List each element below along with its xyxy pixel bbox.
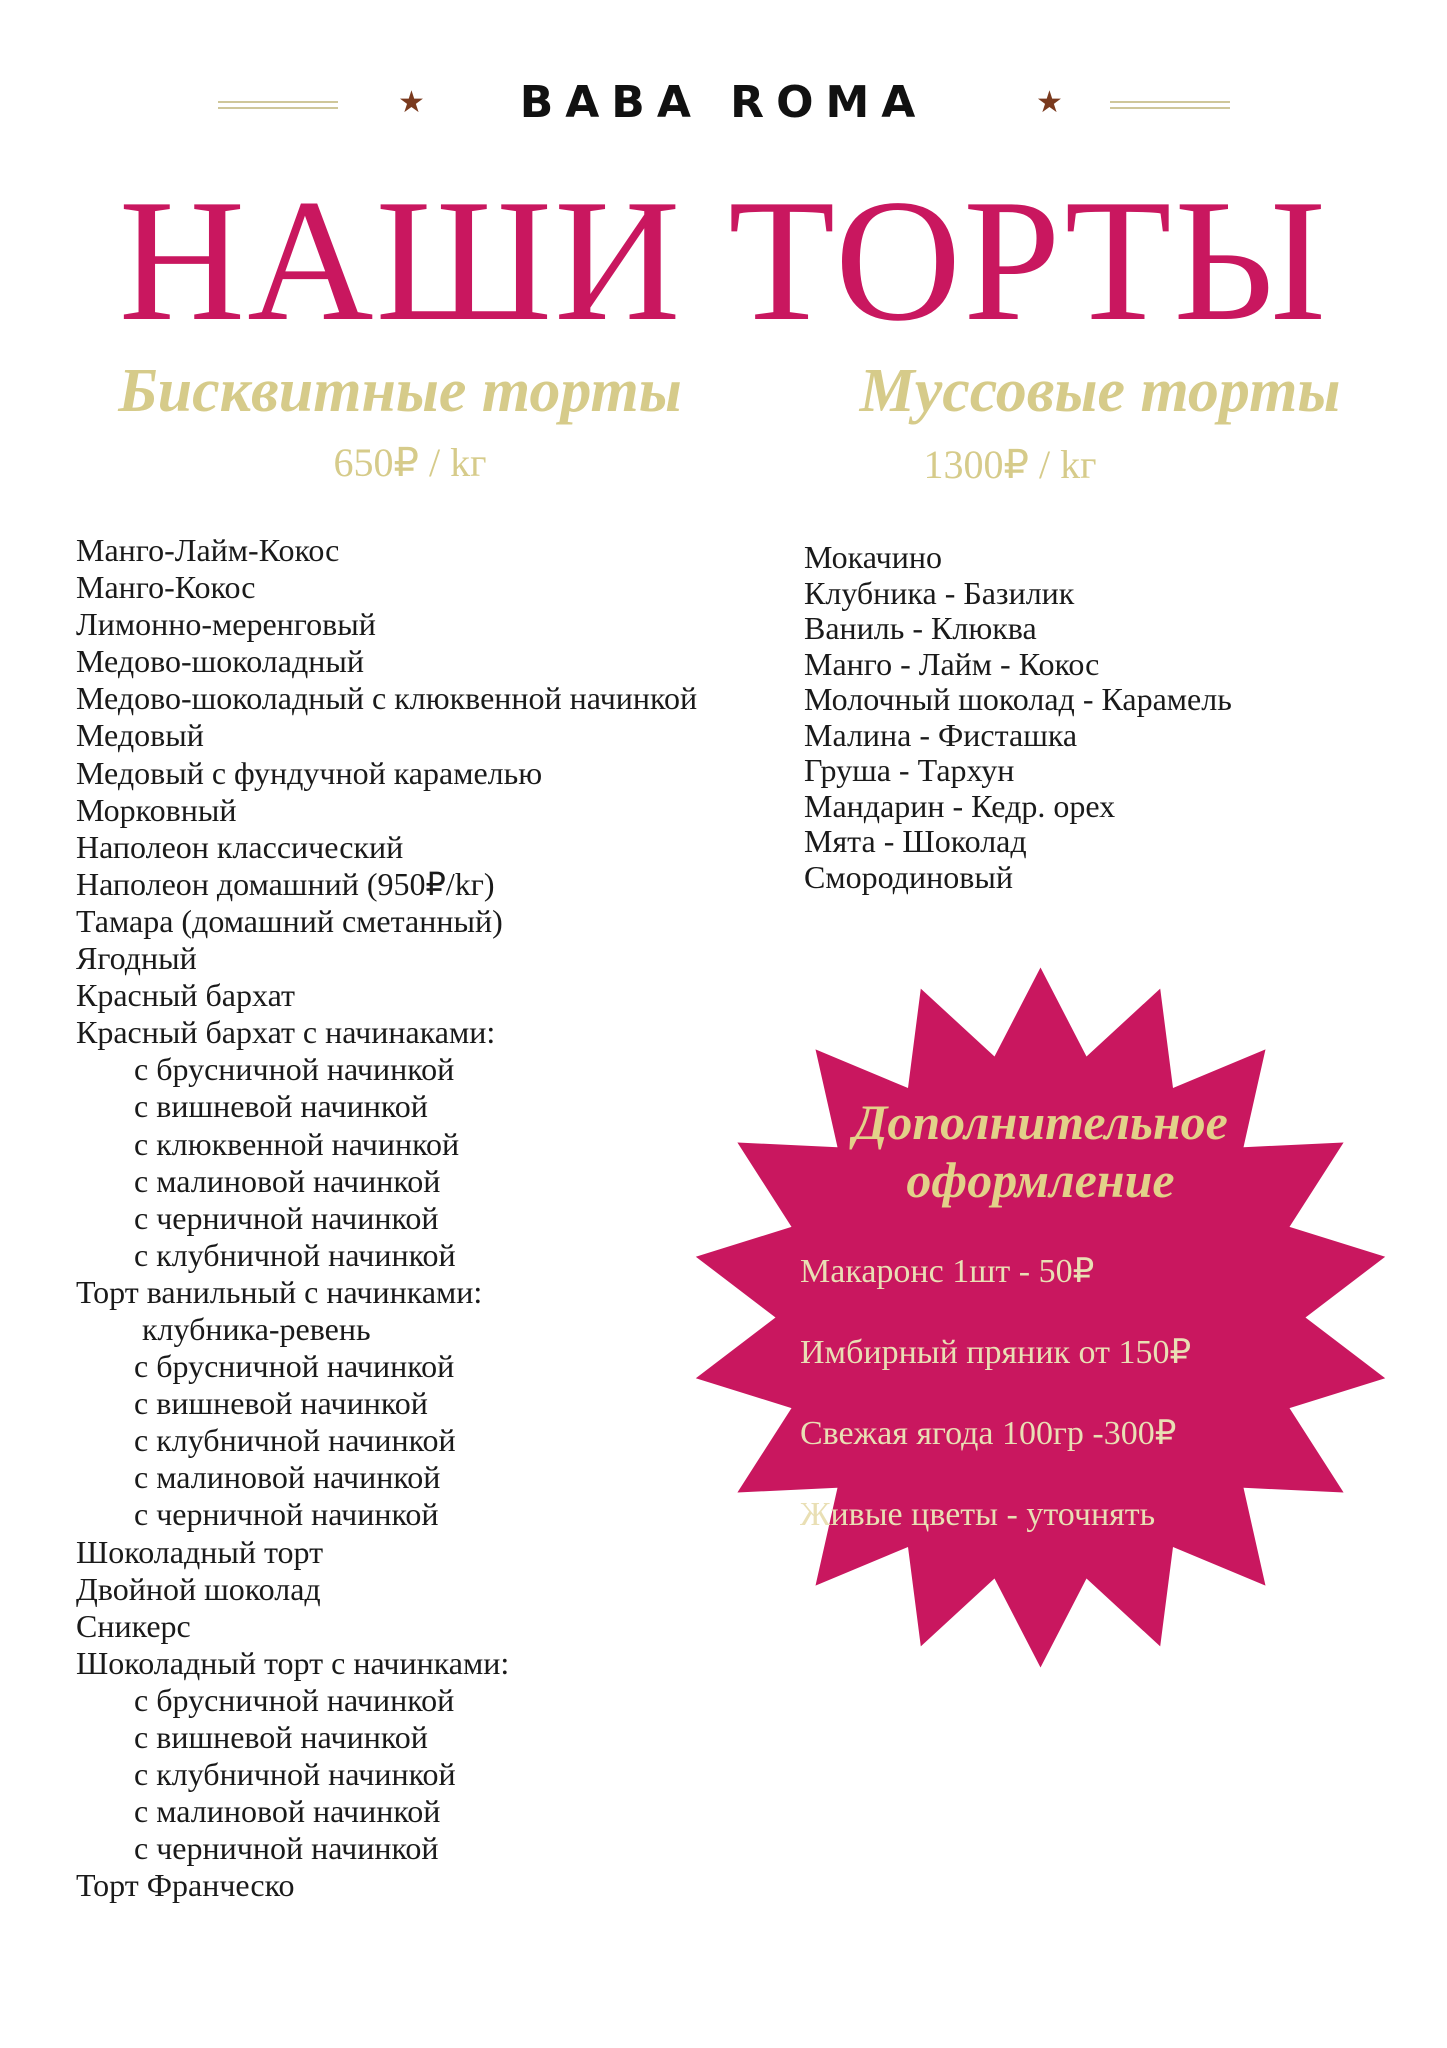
decorative-rule-right bbox=[1110, 100, 1230, 112]
list-item: Торт Франческо bbox=[76, 1867, 295, 1904]
list-item: Макаронс 1шт - 50₽ bbox=[800, 1253, 1095, 1290]
list-item: Мята - Шоколад bbox=[804, 823, 1027, 859]
list-item: Молочный шоколад - Карамель bbox=[804, 681, 1232, 717]
mousse-price: 1300₽ / kг bbox=[923, 442, 1097, 487]
list-item: Торт ванильный с начинками: bbox=[76, 1273, 483, 1310]
list-item: Манго-Лайм-Кокос bbox=[76, 532, 340, 568]
list-item: Малина - Фисташка bbox=[804, 716, 1078, 753]
brand-header bbox=[0, 78, 1447, 138]
sponge-heading: Бисквитные торты bbox=[118, 357, 682, 425]
extras-heading bbox=[688, 1093, 1393, 1209]
list-item: Лимонно-меренговый bbox=[76, 606, 376, 643]
sponge-price: 650₽ / kг bbox=[333, 440, 487, 485]
list-item: Медово-шоколадный с клюквенной начинкой bbox=[76, 680, 698, 717]
mousse-heading: Муссовые торты bbox=[859, 357, 1341, 425]
list-item: Медово-шоколадный bbox=[76, 643, 364, 680]
list-subitem: с брусничной начинкой bbox=[134, 1681, 455, 1718]
list-subitem: с брусничной начинкой bbox=[134, 1051, 455, 1088]
star-icon: ★ bbox=[1036, 85, 1063, 120]
list-item: Клубника - Базилик bbox=[804, 574, 1075, 611]
list-item: Мандарин - Кедр. орех bbox=[804, 787, 1116, 824]
list-subitem: с черничной начинкой bbox=[134, 1496, 439, 1533]
extras-list bbox=[800, 1250, 1191, 1574]
list-subitem: с брусничной начинкой bbox=[134, 1348, 455, 1385]
list-item: Живые цветы - уточнять bbox=[800, 1496, 1156, 1533]
list-item: Медовый с фундучной карамелью bbox=[76, 754, 543, 791]
list-item: Ягодный bbox=[76, 940, 197, 977]
list-item: Наполеон классический bbox=[76, 828, 404, 865]
list-item: Красный бархат с начинаками: bbox=[76, 1014, 496, 1051]
list-item: Шоколадный торт bbox=[76, 1533, 324, 1570]
list-subitem: с черничной начинкой bbox=[134, 1830, 439, 1867]
list-item: Наполеон домашний (950₽/kг) bbox=[76, 865, 495, 902]
list-subitem: с малиновой начинкой bbox=[134, 1162, 441, 1199]
list-item: Сникерс bbox=[76, 1607, 191, 1644]
list-item: Свежая ягода 100гр -300₽ bbox=[800, 1415, 1177, 1452]
list-subitem: с клюквенной начинкой bbox=[134, 1125, 460, 1162]
list-item: Смородиновый bbox=[804, 858, 1013, 895]
brand-name: BABA ROMA bbox=[519, 77, 928, 128]
list-subitem: с малиновой начинкой bbox=[134, 1793, 441, 1830]
list-item: Ваниль - Клюква bbox=[804, 610, 1037, 646]
list-item: Имбирный пряник от 150₽ bbox=[800, 1334, 1192, 1371]
list-subitem: с вишневой начинкой bbox=[134, 1088, 428, 1125]
list-item: Мокачино bbox=[804, 539, 942, 575]
list-item: Манго - Лайм - Кокос bbox=[804, 645, 1100, 682]
list-subitem: с клубничной начинкой bbox=[134, 1236, 456, 1273]
list-subitem: с клубничной начинкой bbox=[134, 1422, 456, 1459]
extras-heading-line1: Дополнительное bbox=[853, 1094, 1228, 1150]
list-subitem: клубника-ревень bbox=[142, 1310, 371, 1347]
list-item: Морковный bbox=[76, 791, 237, 828]
list-subitem: с вишневой начинкой bbox=[134, 1719, 428, 1755]
list-item: Медовый bbox=[76, 717, 204, 754]
list-item: Шоколадный торт с начинками: bbox=[76, 1644, 510, 1681]
list-subitem: с черничной начинкой bbox=[134, 1199, 439, 1236]
list-item: Двойной шоколад bbox=[76, 1570, 321, 1607]
list-item: Манго-Кокос bbox=[76, 569, 256, 606]
page-title: НАШИ ТОРТЫ bbox=[118, 163, 1329, 357]
list-item: Груша - Тархун bbox=[804, 752, 1015, 788]
list-subitem: с вишневой начинкой bbox=[134, 1385, 428, 1422]
list-item: Тамара (домашний сметанный) bbox=[76, 902, 503, 939]
list-subitem: с клубничной начинкой bbox=[134, 1756, 456, 1793]
mousse-list bbox=[804, 540, 1232, 895]
list-item: Красный бархат bbox=[76, 977, 295, 1014]
decorative-rule-left bbox=[218, 100, 338, 112]
star-icon: ★ bbox=[398, 85, 425, 120]
list-subitem: с малиновой начинкой bbox=[134, 1459, 441, 1496]
sponge-list bbox=[76, 532, 697, 1904]
extras-heading-line2: оформление bbox=[906, 1152, 1175, 1208]
